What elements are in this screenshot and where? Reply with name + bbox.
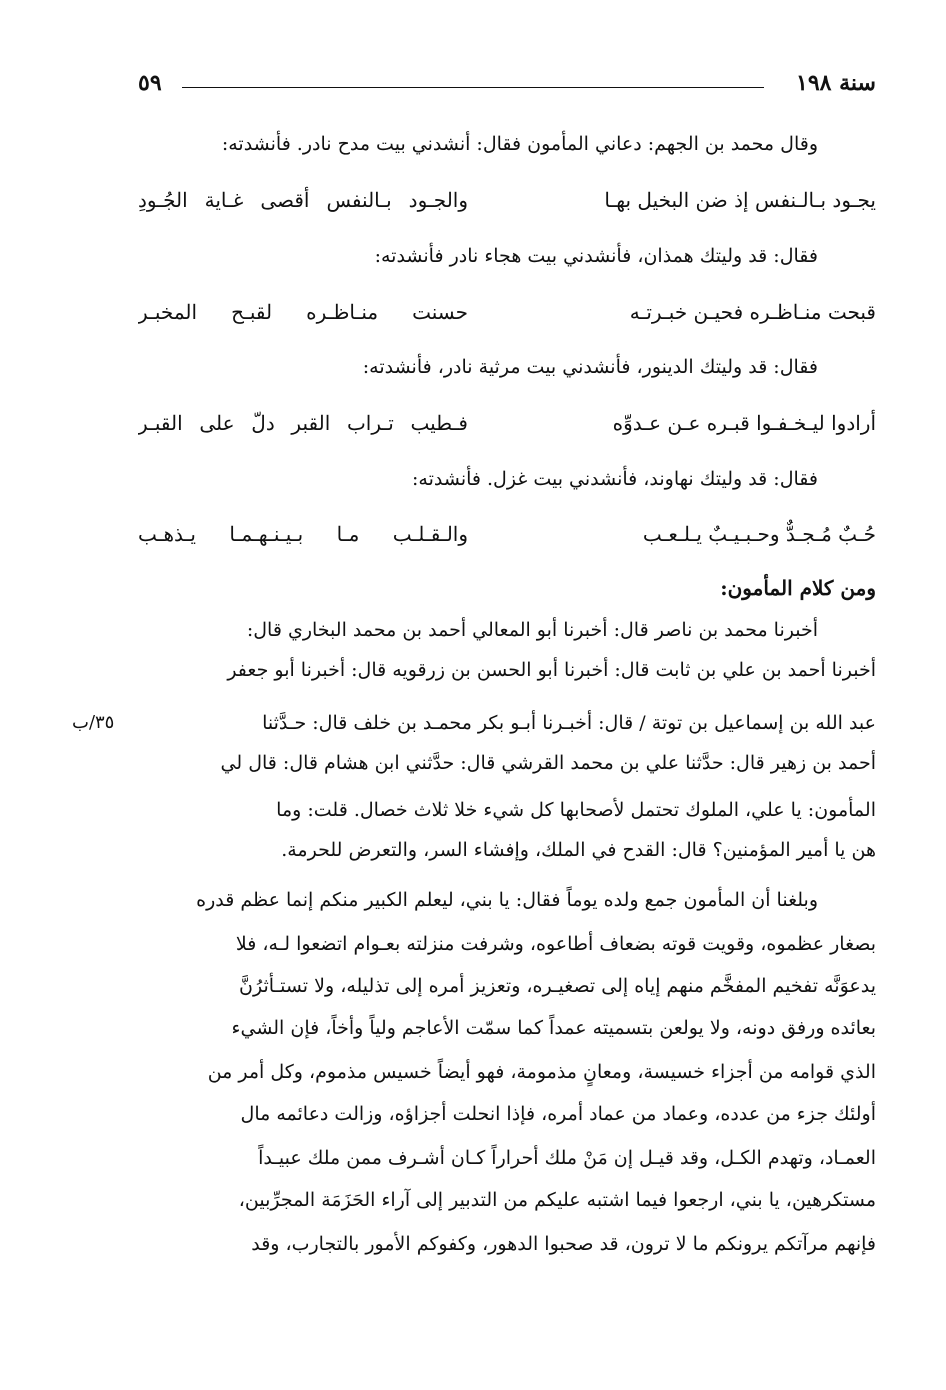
page-number: ٥٩ bbox=[138, 70, 162, 96]
paragraph-2-line: العمـاد، وتهدم الكـل، وقد قيـل إن مَنْ ملك أحراراً كـان أشـرف ممن ملك عبيـداً bbox=[258, 1147, 876, 1169]
verse-2-first-hemistich: قبحت منـاظـره فحيـن خبـرتـه bbox=[629, 300, 876, 324]
verse-4-second-hemistich: والـقـلـب مـا بـيـنـهـمـا يـذهـب bbox=[138, 522, 468, 546]
paragraph-1-line: أخبرنا أحمد بن علي بن ثابت قال: أخبرنا أبو الحسن بن زرقويه قال: أخبرنا أبو جعفر bbox=[227, 659, 876, 681]
paragraph-1-line: عبد الله بن إسماعيل بن توتة / قال: أخبـرنا أبـو بكر محمـد بن خلف قال: حـدَّثنا bbox=[262, 712, 876, 734]
intro-line: وقال محمد بن الجهم: دعاني المأمون فقال: أنشدني بيت مدح نادر. فأنشدته: bbox=[221, 133, 818, 155]
paragraph-2-line: أولئك جزء من عدده، وعماد من عماد أمره، فإذا انحلت أجزاؤه، وزالت دعائمه مال bbox=[240, 1103, 876, 1125]
dialogue-line-3: فقال: قد وليتك نهاوند، فأنشدني بيت غزل. فأنشدته: bbox=[412, 468, 818, 490]
paragraph-1-line: المأمون: يا علي، الملوك تحتمل لأصحابها كل شيء خلا ثلاث خصال. قلت: وما bbox=[276, 799, 876, 821]
verse-1-second-hemistich: والجـود بـالنفس أقصى غـاية الجُـودِ bbox=[138, 188, 468, 212]
paragraph-2-line: فإنهم مرآتكم يرونكم ما لا ترون، قد صحبوا الدهور، وكفوكم الأمور بالتجارب، وقد bbox=[251, 1233, 876, 1255]
dialogue-line-2: فقال: قد وليتك الدينور، فأنشدني بيت مرثية نادر، فأنشدته: bbox=[362, 356, 818, 378]
running-title: سنة ١٩٨ bbox=[796, 70, 876, 96]
header-rule bbox=[182, 87, 764, 88]
verse-2-second-hemistich: حسنت منـاظـره لقبـح المخبـر bbox=[138, 300, 468, 324]
manuscript-folio-note: ٣٥/ب bbox=[72, 712, 115, 733]
paragraph-2-line: بصغار عظموه، وقويت قوته بضعاف أطاعوه، وشرفت منزلته بعـوام اتضعوا لـه، فلا bbox=[235, 933, 876, 955]
paragraph-2-line: الذي قوامه من أجزاء خسيسة، ومعانٍ مذمومة، فهو أيضاً خسيس مذموم، وكل أمر من bbox=[207, 1061, 876, 1083]
section-heading: ومن كلام المأمون: bbox=[720, 576, 876, 600]
paragraph-1-line: أخبرنا محمد بن ناصر قال: أخبرنا أبو المعالي أحمد بن محمد البخاري قال: bbox=[246, 619, 818, 641]
paragraph-1-line: هن يا أمير المؤمنين؟ قال: القدح في الملك، وإفشاء السر، والتعرض للحرمة. bbox=[281, 839, 876, 861]
paragraph-2-line: مستكرهين، يا بني، ارجعوا فيما اشتبه عليكم من التدبير إلى آراء الحَزَمَة المجرِّبين، bbox=[238, 1189, 876, 1211]
page-header bbox=[138, 70, 876, 104]
verse-3-first-hemistich: أرادوا ليـخـفـوا قبـره عـن عـدوِّه bbox=[612, 411, 876, 435]
verse-4-first-hemistich: حُـبٌ مُـجـدٌّ وحـبـيـبٌ يـلـعـب bbox=[642, 522, 876, 546]
verse-3-second-hemistich: فـطيب تـراب القبر دلّ على القبـر bbox=[138, 411, 468, 435]
paragraph-2-line: وبلغنا أن المأمون جمع ولده يوماً فقال: يا بني، ليعلم الكبير منكم إنما عظم قدره bbox=[196, 889, 818, 911]
paragraph-1-line: أحمد بن زهير قال: حدَّثنا علي بن محمد القرشي قال: حدَّثني ابن هشام قال: قال لي bbox=[220, 752, 876, 774]
paragraph-2-line: يدعوَنَّه تفخيم المفخَّم منهم إياه إلى تصغيـره، وتعزيز أمره إلى تذليله، ولا تستـأثرُنَّ bbox=[239, 975, 876, 997]
verse-1-first-hemistich: يجـود بـالـنفس إذ ضن البخيل بهـا bbox=[604, 188, 876, 212]
dialogue-line-1: فقال: قد وليتك همذان، فأنشدني بيت هجاء نادر فأنشدته: bbox=[374, 245, 818, 267]
paragraph-2-line: بعائده ورفق دونه، ولا يولعن بتسميته عمداً كما سمّت الأعاجم ولياً وأخاً، فإن الشيء bbox=[231, 1017, 876, 1039]
